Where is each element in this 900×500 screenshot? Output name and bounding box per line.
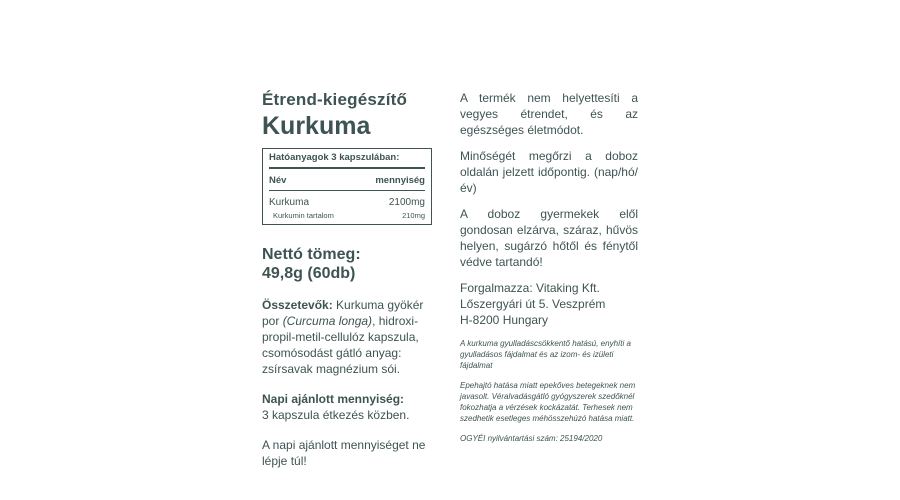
ingredients-latin: (Curcuma longa) (282, 314, 373, 328)
daily-dose (262, 391, 440, 423)
ingredient-name: Kurkuma (269, 197, 310, 208)
column-name: Név (269, 175, 287, 186)
ingredients-text-2: , hidroxi-propil-metil-cellulóz kapszula, csomósodást gátló anyag: zsírsavak magnézium sói. (262, 314, 419, 376)
nutrition-subrow (269, 208, 425, 220)
diet-notice: A termék nem helyettesíti a vegyes étrendet, és az egészséges életmódot. (460, 91, 638, 137)
daily-dose-text: 3 kapszula étkezés közben. (262, 408, 410, 422)
product-category: Étrend-kiegészítő (262, 90, 408, 109)
ingredients-text-1: Kurkuma gyökér por (262, 298, 424, 328)
nutrition-header: Hatóanyagok 3 kapszulában: (269, 152, 425, 169)
dose-warning: A napi ajánlott mennyiséget ne lépje túl! (262, 438, 426, 468)
right-column (460, 90, 638, 453)
ingredient-name: Kurkumin tartalom (273, 211, 334, 220)
distributor (460, 280, 638, 328)
distributor-name: Forgalmazza: Vitaking Kft. (460, 281, 600, 295)
ingredients (262, 297, 440, 377)
contraindication-note: Epehajtó hatása miatt epekőves betegeknek nem javasolt. Véralvadásgátló gyógyszerek szedőknél fokozhatja a vérzések kockázatát. Terhesek nem szedhetik esetleges méhösszehúzó hatása miatt. (460, 381, 636, 423)
shelf-life-notice: Minőségét megőrzi a doboz oldalán jelzett időpontig. (nap/hó/év) (460, 149, 638, 195)
net-weight-label: Nettó tömeg: (262, 246, 361, 263)
storage-notice: A doboz gyermekek elől gondosan elzárva, száraz, hűvös helyen, sugárzó hőtől és fénytől védve tartandó! (460, 207, 638, 269)
column-amount: mennyiség (375, 175, 425, 186)
ingredient-amount: 2100mg (388, 197, 425, 208)
effect-note: A kurkuma gyulladáscsökkentő hatású, enyhíti a gyulladásos fájdalmat és az izom- és izületi fájdalmat (460, 339, 631, 370)
nutrition-table (262, 148, 432, 225)
ingredient-amount: 210mg (402, 211, 425, 220)
ingredients-label: Összetevők: (262, 298, 333, 312)
distributor-address: Lőszergyári út 5. Veszprém (460, 297, 606, 311)
daily-dose-label: Napi ajánlott mennyiség: (262, 392, 405, 406)
distributor-country: H-8200 Hungary (460, 313, 549, 327)
nutrition-row (269, 191, 425, 208)
net-weight-value: 49,8g (60db) (262, 265, 356, 282)
product-title: Kurkuma (262, 112, 371, 140)
registration-number: OGYÉI nyilvántartási szám: 25194/2020 (460, 434, 603, 443)
net-weight (262, 245, 440, 283)
left-column (262, 90, 440, 469)
nutrition-column-headers (269, 169, 425, 191)
